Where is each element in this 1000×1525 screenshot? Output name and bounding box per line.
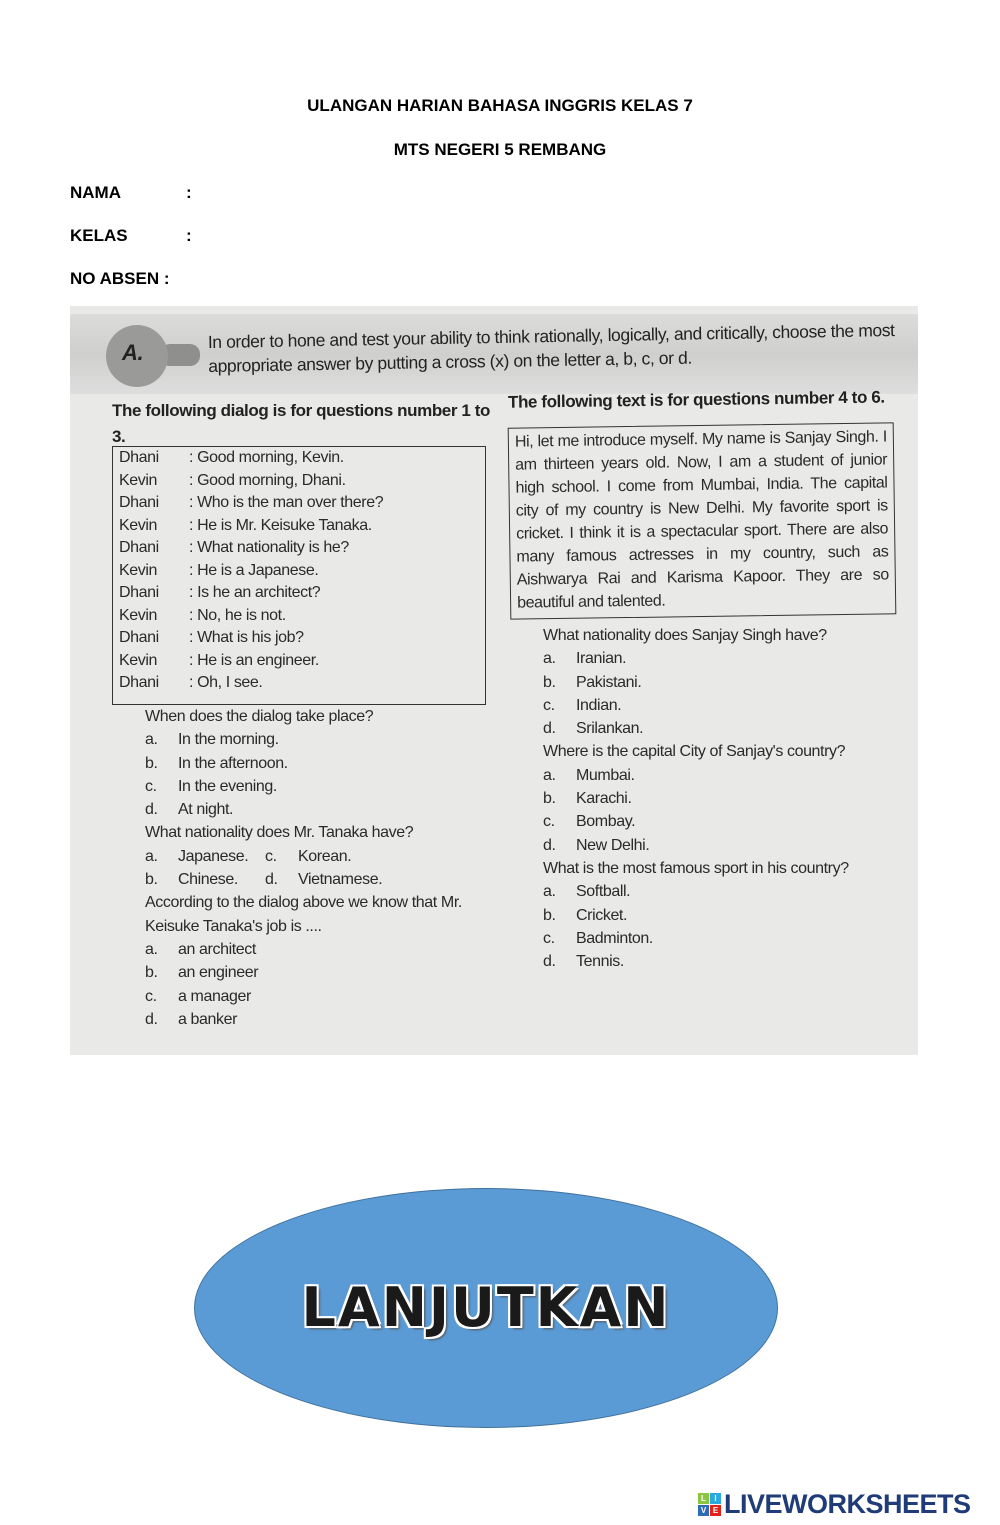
dialog-row	[113, 560, 485, 583]
option-b[interactable]	[145, 752, 492, 775]
right-heading: The following text is for questions number 4 to 6.	[507, 387, 885, 412]
option-letter: c.	[265, 847, 277, 865]
class-field	[70, 226, 192, 246]
option-b[interactable]	[543, 787, 900, 810]
option-b[interactable]	[145, 961, 492, 984]
speaker: Dhani	[119, 584, 159, 601]
option-text: a banker	[178, 1010, 238, 1028]
option-letter: c.	[145, 987, 157, 1005]
options	[510, 764, 900, 857]
question: What is the most famous sport in his country?	[543, 859, 849, 877]
option-d[interactable]	[543, 950, 900, 973]
continue-label[interactable]: LANJUTKAN	[301, 1276, 671, 1339]
school-name: MTS NEGERI 5 REMBANG	[393, 140, 607, 159]
absen-label: NO ABSEN :	[70, 269, 170, 288]
option-text: Vietnamese.	[298, 871, 383, 889]
option-a[interactable]	[543, 880, 900, 903]
option-b[interactable]	[145, 868, 265, 891]
option-text: Mumbai.	[576, 766, 635, 784]
option-letter: c.	[145, 777, 157, 795]
dialog-row	[113, 492, 485, 515]
option-a[interactable]	[145, 845, 265, 868]
question: When does the dialog take place?	[145, 708, 374, 725]
option-text: At night.	[178, 801, 234, 819]
worksheet-scan	[70, 306, 918, 1055]
dialog-line: : Who is the man over there?	[189, 494, 384, 511]
dialog-row	[113, 672, 485, 695]
dialog-line: : Good morning, Kevin.	[189, 449, 344, 466]
dialog-row	[113, 537, 485, 560]
option-text: Cricket.	[576, 906, 628, 924]
option-a[interactable]	[543, 764, 900, 787]
option-text: an engineer	[178, 964, 259, 982]
option-b[interactable]	[543, 904, 900, 927]
option-c[interactable]	[265, 845, 415, 868]
passage-box: Hi, let me introduce myself. My name is Sanjay Singh. I am thirteen years old. Now, I am a student of junior high school. I come from Mumbai, India. The capital city of my country is New Delhi. My favorite sport is cricket. I think it is a spectacular sport. There are also many famous actresses in my country, such as Aishwarya Rai and Karisma Kapoor. They are so beautiful and talented.	[508, 422, 897, 619]
absen-field	[70, 269, 170, 289]
worksheet-title: ULANGAN HARIAN BAHASA INGGRIS KELAS 7	[307, 96, 693, 115]
logo-letter: I	[710, 1493, 721, 1504]
options	[112, 938, 492, 1031]
option-letter: a.	[145, 731, 158, 749]
speaker: Dhani	[119, 449, 159, 466]
dialog-row	[113, 627, 485, 650]
question: According to the dialog above we know that Mr. Keisuke Tanaka's job is ....	[145, 894, 462, 935]
option-text: Softball.	[576, 883, 631, 901]
option-text: In the evening.	[178, 777, 277, 795]
option-letter: b.	[145, 754, 158, 772]
option-c[interactable]	[145, 775, 492, 798]
dialog-line: : He is an engineer.	[189, 651, 319, 669]
name-field	[70, 183, 192, 203]
dialog-line: : He is Mr. Keisuke Tanaka.	[189, 516, 372, 534]
option-text: a manager	[178, 987, 251, 1005]
dialog-row	[113, 515, 485, 538]
option-text: Korean.	[298, 847, 352, 865]
dialog-line: : Oh, I see.	[189, 674, 263, 691]
option-b[interactable]	[543, 671, 900, 694]
colon: :	[186, 183, 192, 202]
option-letter: d.	[145, 801, 158, 819]
dialog-row	[113, 582, 485, 605]
option-letter: d.	[145, 1010, 158, 1028]
option-text: Srilankan.	[576, 720, 644, 738]
option-letter: a.	[543, 766, 556, 784]
option-letter: b.	[543, 906, 556, 924]
option-letter: d.	[543, 836, 556, 854]
option-text: In the morning.	[178, 731, 279, 749]
options	[112, 728, 492, 821]
dialog-line: : What is his job?	[189, 629, 304, 646]
option-d[interactable]	[543, 717, 900, 740]
option-d[interactable]	[265, 868, 415, 891]
option-c[interactable]	[543, 694, 900, 717]
speaker: Dhani	[119, 629, 159, 646]
dialog-line: : What nationality is he?	[189, 539, 349, 556]
logo-letter: V	[698, 1505, 709, 1516]
option-letter: d.	[265, 871, 278, 889]
option-letter: b.	[543, 790, 556, 808]
option-d[interactable]	[145, 798, 492, 821]
question: Where is the capital City of Sanjay's country?	[543, 743, 846, 761]
option-a[interactable]	[145, 728, 492, 751]
option-a[interactable]	[543, 647, 900, 670]
liveworksheets-logo	[698, 1489, 971, 1520]
class-label: KELAS	[70, 226, 128, 245]
option-letter: b.	[145, 964, 158, 982]
left-heading: The following dialog is for questions number 1 to 3.	[112, 401, 491, 446]
left-questions	[112, 705, 492, 1031]
question: What nationality does Sanjay Singh have?	[543, 627, 827, 644]
option-letter: a.	[543, 650, 556, 668]
section-label: A.	[122, 340, 144, 365]
option-text: Tennis.	[576, 953, 624, 971]
dialog-row	[113, 447, 485, 470]
option-letter: c.	[543, 929, 555, 947]
option-text: Indian.	[576, 696, 622, 714]
dialog-line: : Good morning, Dhani.	[189, 471, 346, 489]
option-c[interactable]	[145, 985, 492, 1008]
option-letter: b.	[543, 673, 556, 691]
logo-letter: L	[698, 1493, 709, 1504]
option-letter: a.	[145, 847, 158, 865]
name-label: NAMA	[70, 183, 121, 202]
option-text: an architect	[178, 940, 256, 958]
option-text: Badminton.	[576, 929, 653, 947]
dialog-line: : He is a Japanese.	[189, 561, 319, 579]
option-letter: b.	[145, 871, 158, 889]
dialog-line: : Is he an architect?	[189, 584, 321, 601]
colon: :	[186, 226, 192, 245]
option-text: New Delhi.	[576, 836, 650, 854]
instruction-text: In order to hone and test your ability to think rationally, logically, and critically, choose the most appropriate answer by putting a cross (x) on the letter a, b, c, or d.	[207, 320, 895, 377]
option-a[interactable]	[145, 938, 492, 961]
dialog-row	[113, 605, 485, 628]
option-letter: c.	[543, 696, 555, 714]
speaker: Kevin	[119, 561, 158, 579]
right-questions	[510, 624, 900, 973]
option-text: Japanese.	[178, 847, 249, 865]
option-letter: d.	[543, 720, 556, 738]
options	[112, 845, 492, 892]
options	[510, 880, 900, 973]
option-text: Chinese.	[178, 871, 238, 889]
speaker: Kevin	[119, 471, 158, 489]
option-c[interactable]	[543, 927, 900, 950]
dialog-row	[113, 650, 485, 673]
speaker: Kevin	[119, 516, 158, 534]
speaker: Dhani	[119, 539, 159, 556]
option-text: Iranian.	[576, 650, 627, 668]
logo-letter: E	[710, 1505, 721, 1516]
option-text: Karachi.	[576, 790, 632, 808]
option-letter: c.	[543, 813, 555, 831]
dialog-box	[112, 446, 486, 705]
option-d[interactable]	[543, 834, 900, 857]
logo-text: LIVEWORKSHEETS	[724, 1489, 971, 1519]
speaker: Kevin	[119, 651, 158, 669]
option-text: Bombay.	[576, 813, 636, 831]
dialog-row	[113, 470, 485, 493]
option-text: In the afternoon.	[178, 754, 288, 772]
logo-icon	[698, 1493, 721, 1516]
option-letter: a.	[543, 883, 556, 901]
option-letter: d.	[543, 953, 556, 971]
speaker: Dhani	[119, 494, 159, 511]
speaker: Kevin	[119, 606, 158, 624]
option-letter: a.	[145, 940, 158, 958]
option-text: Pakistani.	[576, 673, 642, 691]
option-c[interactable]	[543, 810, 900, 833]
speaker: Dhani	[119, 674, 159, 691]
option-d[interactable]	[145, 1008, 492, 1031]
options	[510, 647, 900, 740]
dialog-line: : No, he is not.	[189, 606, 286, 624]
question: What nationality does Mr. Tanaka have?	[145, 824, 414, 842]
